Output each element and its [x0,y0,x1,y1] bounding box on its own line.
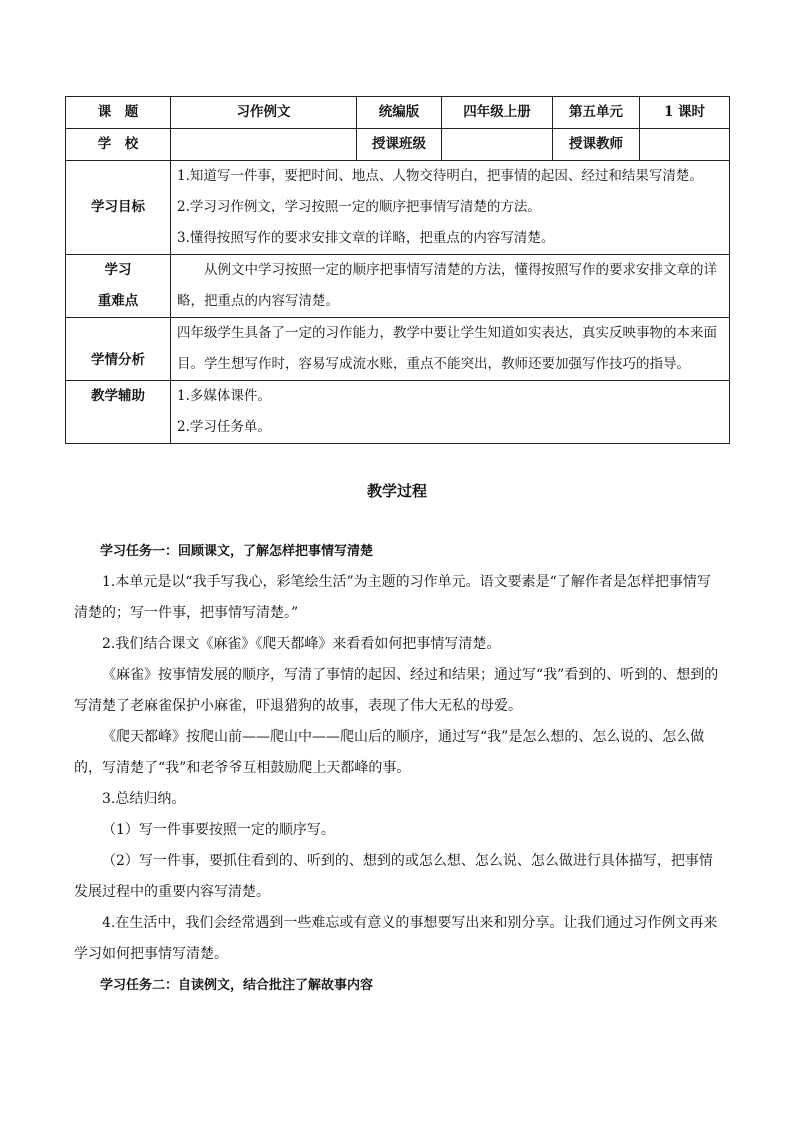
key-points-text: 从例文中学习按照一定的顺序把事情写清楚的方法，懂得按照写作的要求安排文章的详略，把重点的内容写清楚。 [177,262,717,309]
course-row [66,97,730,129]
body-paragraph: （2）写一件事，要抓住看到的、听到的、想到的或怎么想、怎么说、怎么做进行具体描写，把事情发展过程中的重要内容写清楚。 [74,853,713,900]
section-title: 教学过程 [366,482,427,500]
course-value: 习作例文 [171,97,357,129]
analysis-text: 四年级学生具备了一定的习作能力，教学中要让学生知道如实表达，真实反映事物的本来面目。学生想写作时，容易写成流水账，重点不能突出，教师还要加强写作技巧的指导。 [177,325,717,372]
analysis-row [66,318,730,381]
body-paragraph: （1）写一件事要按照一定的顺序写。 [102,822,335,838]
key-points-label-line2: 重难点 [97,293,139,309]
school-value [171,129,357,161]
aids-row [66,381,730,444]
key-points-content [171,255,730,318]
body-paragraph: 《爬天都峰》按爬山前——爬山中——爬山后的顺序，通过写“我”是怎么想的、怎么说的、怎么做的，写清楚了“我”和老爷爷互相鼓励爬上天都峰的事。 [74,729,705,776]
course-label: 课 题 [66,97,171,129]
lesson-info-table [65,96,730,444]
aid-item: 1.多媒体课件。 [177,388,271,404]
school-row [66,129,730,161]
lesson-body [74,536,724,1001]
teacher-value [640,129,730,161]
grade-cell: 四年级上册 [442,97,553,129]
body-paragraph: 2.我们结合课文《麻雀》《爬天都峰》来看看如何把事情写清楚。 [102,636,501,652]
goal-item: 1.知道写一件事，要把时间、地点、人物交待明白，把事情的起因、经过和结果写清楚。 [177,168,703,184]
analysis-content [171,318,730,381]
body-paragraph: 3.总结归纳。 [102,791,186,807]
goal-item: 3.懂得按照写作的要求安排文章的详略，把重点的内容写清楚。 [177,230,555,246]
goals-content [171,161,730,255]
body-paragraph: 4.在生活中，我们会经常遇到一些难忘或有意义的事想要写出来和别分享。让我们通过习作例文再来学习如何把事情写清楚。 [74,915,718,962]
task-heading: 学习任务二：自读例文，结合批注了解故事内容 [100,978,374,993]
edition-cell: 统编版 [357,97,442,129]
body-paragraph: 《麻雀》按事情发展的顺序，写清了事情的起因、经过和结果；通过写“我”看到的、听到的、想到的写清楚了老麻雀保护小麻雀，吓退猎狗的故事，表现了伟大无私的母爱。 [74,667,719,714]
goals-label: 学习目标 [66,161,171,255]
goal-item: 2.学习习作例文，学习按照一定的顺序把事情写清楚的方法。 [177,199,541,215]
unit-cell: 第五单元 [553,97,640,129]
body-paragraph: 1.本单元是以“我手写我心，彩笔绘生活”为主题的习作单元。语文要素是“了解作者是怎样把事情写清楚的；写一件事，把事情写清楚。” [74,574,711,621]
goals-row [66,161,730,255]
teacher-label: 授课教师 [553,129,640,161]
aids-content [171,381,730,444]
key-points-label-line1: 学习 [104,262,132,278]
class-value [442,129,553,161]
hours-cell: 1 课时 [640,97,730,129]
class-label: 授课班级 [357,129,442,161]
school-label: 学 校 [66,129,171,161]
task-heading: 学习任务一：回顾课文，了解怎样把事情写清楚 [100,544,374,559]
key-points-label [66,255,171,318]
key-points-row [66,255,730,318]
aid-item: 2.学习任务单。 [177,419,271,435]
aids-label: 教学辅助 [66,381,171,444]
analysis-label: 学情分析 [66,318,171,381]
